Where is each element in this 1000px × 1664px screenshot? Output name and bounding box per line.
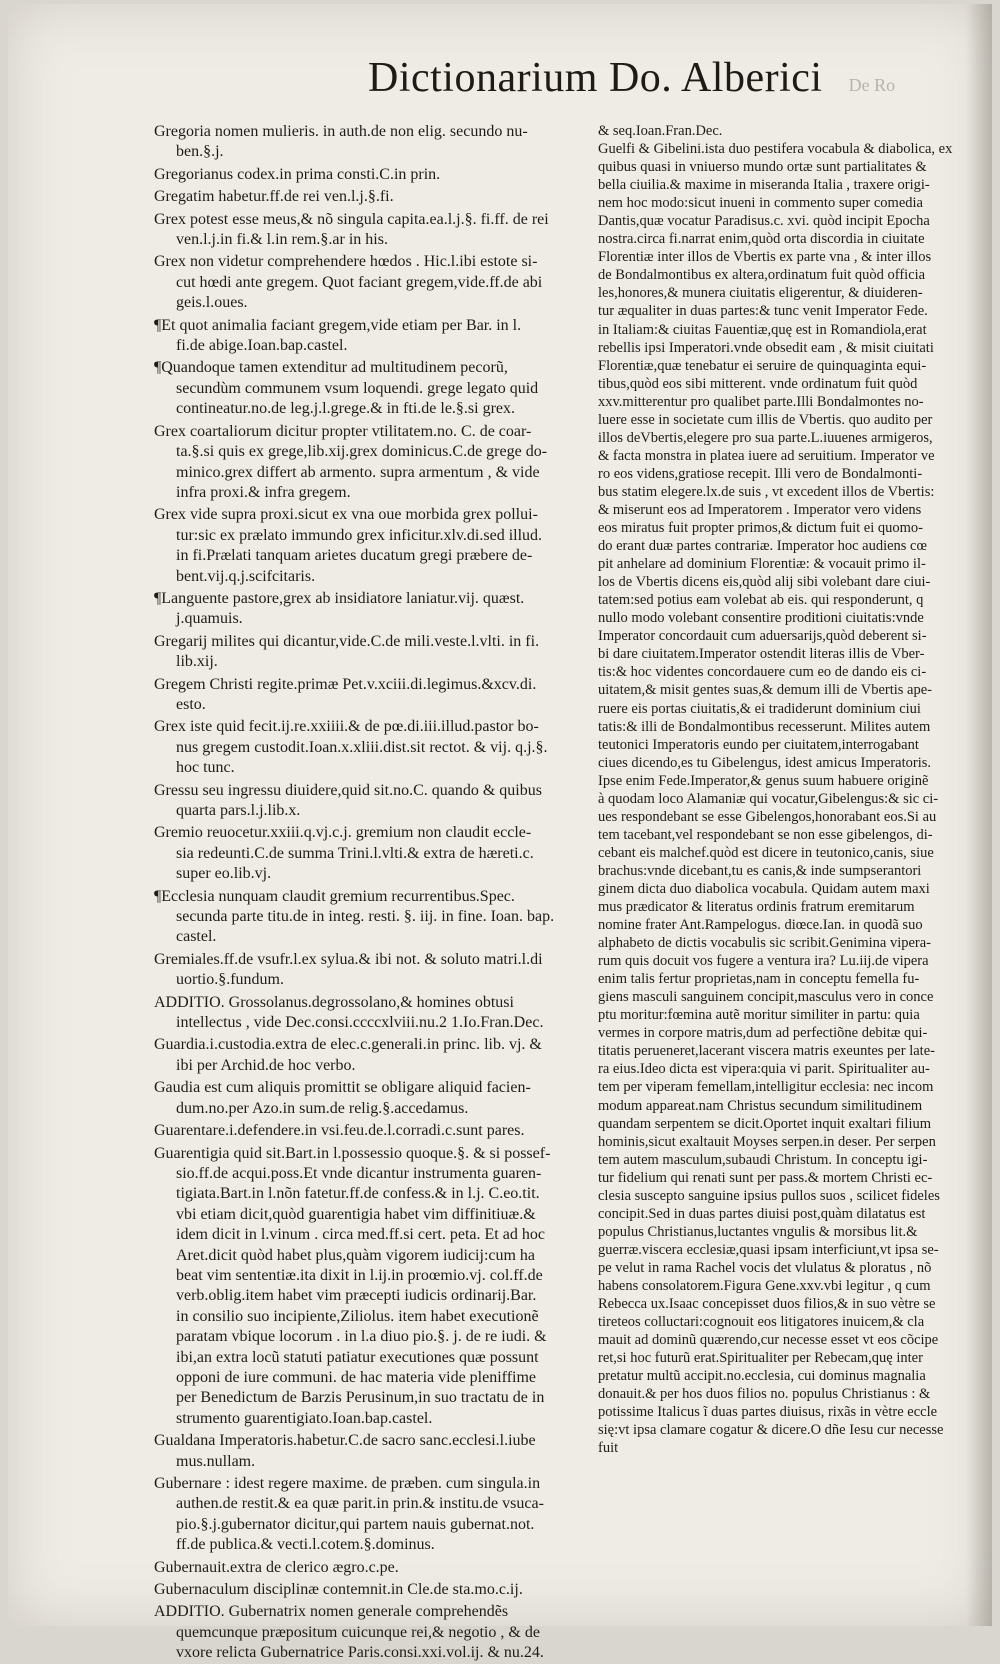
dictionary-entry	[154, 887, 574, 948]
entry-line: dum.no.per Azo.in sum.de relig.§.accedamus.	[176, 1099, 469, 1117]
dictionary-entry	[154, 358, 574, 419]
entry-line: Aret.dicit quòd habet plus,quàm vigorem iudicij:cum ha	[176, 1246, 536, 1264]
right-column	[598, 122, 990, 1612]
entry-line: fi.de abige.Ioan.bap.castel.	[176, 337, 348, 355]
text-line: pe velut in rama Rachel vocis det vlulatus & ploratus , nõ	[598, 1259, 932, 1276]
dictionary-entry	[154, 993, 574, 1034]
entry-line: ¶Et quot animalia faciant gregem,vide etiam per Bar. in l.	[154, 316, 522, 334]
entry-line: in fi.Prælati tanquam arietes ducatum gregi præbere de-	[176, 547, 533, 565]
text-line: les,honores,& munera ciuitatis eligerentur, & diuideren-	[598, 285, 923, 302]
entry-line: bent.vij.q.j.scifcitaris.	[176, 567, 316, 585]
text-line: potissime Italicus ĩ duas partes diuisus, rixãs in vètre eccle	[598, 1404, 938, 1421]
entry-line: paratam vbique locorum . in l.a diuo pio.§. j. de re iudi. &	[176, 1328, 547, 1346]
dictionary-entry	[154, 632, 574, 673]
entry-line: Grex potest esse meus,& nõ singula capita.ea.l.j.§. fi.ff. de rei	[154, 210, 549, 228]
entry-line: Grex non videtur comprehendere hœdos . Hic.l.ibi estote si-	[154, 253, 538, 271]
text-line: brachus:vnde dicebant,tu es canis,& inde sumpserantori	[598, 862, 922, 879]
entry-line: Gregoria nomen mulieris. in auth.de non elig. secundo nu-	[154, 123, 528, 140]
bleed-through-title: De Ro	[848, 75, 896, 95]
dictionary-entry	[154, 165, 574, 185]
entry-line: ibi per Archid.de hoc verbo.	[176, 1056, 356, 1074]
text-line: uitatem,& misit gentes suas,& demum illi de Vbertis ape-	[598, 682, 932, 699]
entry-line: Gregarij milites qui dicantur,vide.C.de mili.veste.l.vlti. in fi.	[154, 632, 540, 650]
entry-line: quemcunque præpositum cuicunque rei,& negotio , & de	[176, 1623, 540, 1641]
text-line: habens consolatorem.Figura Gene.xxv.vbi legitur , q cum	[598, 1278, 931, 1294]
text-line: Dantis,quæ vocatur Paradisus.c. xvi. quòd incipit Epocha	[598, 213, 930, 230]
entry-line: Gremiales.ff.de vsufr.l.ex sylua.& ibi not. & soluto matri.l.di	[154, 950, 543, 968]
text-line: tis:& hoc videntes concordauere cum eo de dando eis ci-	[598, 664, 927, 681]
left-column	[154, 122, 574, 1662]
entry-line: mus.nullam.	[176, 1452, 256, 1470]
entry-line: vbi etiam dicit,quòd guarentigia habet vim diffinitiuæ.&	[176, 1205, 536, 1223]
entry-line: Guarentigia quid sit.Bart.in l.possessio quoque.§. & si possef-	[154, 1144, 551, 1162]
text-line: luere esse in societate cum illis de Vbertis. quo audito per	[598, 411, 933, 428]
dictionary-entry	[154, 1035, 574, 1076]
entry-line: secundùm communem vsum loquendi. grege legato quid	[176, 379, 539, 397]
entry-line: uortio.§.fundum.	[176, 971, 284, 989]
text-line: Ipse enim Fede.Imperator,& genus suum habuere originẽ	[598, 772, 929, 789]
text-line: & seq.Ioan.Fran.Dec.	[598, 123, 723, 139]
entry-line: tigiata.Bart.in l.nõn fatetur.ff.de confess.& in l.j. C.eo.tit.	[176, 1185, 540, 1203]
text-line: hominis,sicut exaltauit Moyses serpen.in deser. Per serpen	[598, 1133, 936, 1150]
entry-line: cut hœdi ante gregem. Quot faciant gregem,vide.ff.de abi	[176, 273, 543, 291]
text-line: nostra.circa fi.narrat enim,quòd orta discordia in ciuitate	[598, 231, 925, 248]
entry-line: super eo.lib.vj.	[176, 865, 272, 883]
entry-line: tur:sic ex prælato immundo grex inficitur.xlv.di.sed illud.	[176, 526, 543, 544]
text-line: ro eos videns,gratiose recepit. Illi vero de Bondalmonti-	[598, 465, 923, 482]
text-line: tatis:& illi de Bondalmontibus recesserunt. Milites autem	[598, 718, 931, 735]
text-line: tur æqualiter in duas partes:& tunc venit Imperator Fede.	[598, 303, 928, 320]
entry-line: strumento guarentigiato.Ioan.bap.castel.	[176, 1409, 433, 1427]
entry-line: Grex coartaliorum dicitur propter vtilitatem.no. C. de coar-	[154, 422, 532, 440]
text-line: tem per viperam femellam,intelligitur ecclesia: nec incom	[598, 1079, 934, 1096]
text-line: ginem dicta duo diabolica vocabula. Quidam autem maxi	[598, 880, 930, 897]
book-page	[8, 4, 992, 1662]
text-line: enim talis fertur proprietas,nam in conceptu femella fu-	[598, 971, 920, 988]
dictionary-entry	[154, 675, 574, 716]
entry-line: Gregem Christi regite.primæ Pet.v.xciii.di.legimus.&xcv.di.	[154, 675, 537, 693]
text-line: nem hoc modo:sicut inueni in commento super comedia	[598, 195, 923, 212]
entry-line: idem dicit in l.vinum . circa med.ff.si cert. peta. Et ad hoc	[176, 1226, 545, 1244]
text-line: Guelfi & Gibelini.ista duo pestifera vocabula & diabolica, ex	[598, 141, 953, 158]
entry-line: ADDITIO. Grossolanus.degrossolano,& homines obtusi	[154, 993, 514, 1011]
text-line: de Bondalmontibus ex altera,ordinatum fuit quòd officia	[598, 267, 926, 284]
text-line: clesia suscepto sanguine ipsius pullos suos , scilicet fideles	[598, 1187, 940, 1204]
entry-line: sia redeunti.C.de summa Trini.l.vlti.& extra de hæreti.c.	[176, 844, 534, 862]
text-line: eos miratus fuit propter primos,& dictum fuit ei quomo-	[598, 520, 923, 537]
text-line: pretatur multũ accipit.no.ecclesia, cui dominus magnalia	[598, 1368, 926, 1385]
entry-line: verb.oblig.item habet vim præcepti iudicis ordinarij.Bar.	[176, 1287, 537, 1305]
text-line: nullo modo volebant consentire proditioni ciuitatis:vnde	[598, 610, 924, 627]
text-line: bella ciuilia.& maxime in miseranda Italia , traxere origi-	[598, 177, 930, 194]
entry-line: intellectus , vide Dec.consi.ccccxlviii.nu.2 1.Io.Fran.Dec.	[176, 1014, 544, 1032]
text-line: donauit.& per hos duos filios no. populus Christianus : &	[598, 1386, 931, 1403]
entry-line: ta.§.si quis ex grege,lib.xij.grex dominicus.C.de grege do-	[176, 443, 548, 461]
text-line: concipit.Sed in duas partes diuisi post,quàm dilatatus est	[598, 1205, 926, 1222]
entry-line: ibi,an extra locũ statuti patiatur executiones quæ possunt	[176, 1348, 539, 1366]
text-line: tem autem masculum,subaudi Christum. In conceptu igi-	[598, 1151, 928, 1168]
entry-line: sio.ff.de acqui.poss.Et vnde dicantur instrumenta guaren-	[176, 1164, 542, 1182]
running-title: Dictionarium Do. Alberici	[368, 55, 823, 101]
entry-line: Grex iste quid fecit.ij.re.xxiiii.& de pœ.di.iii.illud.pastor bo-	[154, 718, 539, 736]
entry-line: castel.	[176, 928, 217, 946]
entry-line: Guarentare.i.defendere.in vsi.feu.de.l.corradi.c.sunt pares.	[154, 1122, 525, 1140]
dictionary-entry	[154, 187, 574, 207]
text-line: tur fidelium qui renati sunt per pass.& mortem Christi ec-	[598, 1169, 933, 1186]
dictionary-entry	[154, 823, 574, 884]
dictionary-entry	[154, 316, 574, 357]
text-line: los de Vbertis dicens eis,quòd alij sibi volebant dare ciui-	[598, 574, 931, 591]
dictionary-entry	[154, 422, 574, 504]
entry-line: hoc tunc.	[176, 759, 235, 777]
dictionary-entry	[154, 717, 574, 778]
text-line: bus statim elegere.lx.de suis , vt excedent illos de Vbertis:	[598, 483, 935, 500]
entry-line: pio.§.j.gubernator dicitur,qui partem nauis gubernat.not.	[176, 1515, 535, 1533]
text-line: alphabeto de dictis vocabulis sic scribit.Genimina vipera-	[598, 935, 931, 952]
text-line: quandam serpentem se dicit.Oportet inquit exaltari filium	[598, 1115, 932, 1132]
text-line: bi dare ciuitatem.Imperator ostendit literas illis de Vber-	[598, 646, 925, 663]
text-line: Florentiæ inter illos de Vbertis ex parte vna , & inter illos	[598, 249, 932, 266]
text-line: in Italiam:& ciuitas Fauentiæ,quę est in Romandiola,erat	[598, 321, 927, 338]
dictionary-entry	[154, 1078, 574, 1119]
text-line: się:vt ipsa clamare cogatur & dicere.O dñe Iesu cur necesse	[598, 1422, 944, 1439]
text-line: quibus quasi in vniuerso mundo ortæ sunt partialitates &	[598, 159, 927, 176]
entry-line: lib.xij.	[176, 653, 218, 671]
entry-line: in consilio suo incipiente,Ziliolus. item habet executionẽ	[176, 1307, 539, 1325]
text-line: nomine frater Ant.Rampelogus. diœce.Ian. in quodã suo	[598, 917, 923, 934]
text-line: ciues dicendo,es tu Gibelengus, idest amicus Imperatoris.	[598, 754, 932, 771]
entry-line: Gualdana Imperatoris.habetur.C.de sacro sanc.ecclesi.l.iube	[154, 1432, 536, 1450]
dictionary-entry	[154, 1144, 574, 1430]
entry-line: minico.grex differt ab armento. supra armentum , & vide	[176, 463, 540, 481]
dictionary-entry	[154, 210, 574, 251]
entry-line: ¶Quandoque tamen extenditur ad multitudinem pecorũ,	[154, 359, 508, 377]
text-line: rum quis docuit vos fugere a ventura ira? Lu.iij.de vipera	[598, 953, 929, 970]
page-header	[368, 54, 896, 114]
entry-line: ¶Ecclesia nunquam claudit gremium recurrentibus.Spec.	[154, 887, 515, 905]
dictionary-entry	[154, 1602, 574, 1663]
text-line: tibus,quòd eos sibi mitterent. vnde ordinatum fuit quòd	[598, 375, 918, 392]
entry-line: opponi de iure communi. de hac materia vide pleniffime	[176, 1368, 537, 1386]
entry-line: authen.de restit.& ea quæ parit.in prin.& institu.de vsuca-	[176, 1495, 544, 1513]
text-line: ues respondebant se esse Gibelengos,honorabant eos.Si au	[598, 808, 937, 825]
entry-line: per Benedictum de Barzis Perusinum,in suo tractatu de in	[176, 1389, 545, 1407]
dictionary-entry	[154, 781, 574, 822]
entry-line: vxore relicta Gubernatrice Paris.consi.xxi.vol.ij. & nu.24.	[176, 1644, 544, 1662]
text-line: illos deVbertis,elegere pro sua parte.L.iuuenes armigeros,	[598, 429, 933, 446]
entry-line: Gressu seu ingressu diuidere,quid sit.no.C. quando & quibus	[154, 781, 542, 799]
text-line: guerræ.viscera ecclesiæ,quasi ipsam interficiunt,vt ipsa se-	[598, 1241, 939, 1258]
entry-line: nus gregem custodit.Ioan.x.xliii.dist.sit rectot. & vij. q.j.§.	[176, 738, 548, 756]
entry-line: ven.l.j.in fi.& l.in rem.§.ar in his.	[176, 231, 388, 249]
text-line: ra eius.Ideo dicta est vipera:quia vi parit. Spiritualiter au-	[598, 1061, 930, 1078]
entry-line: quarta pars.l.j.lib.x.	[176, 802, 301, 819]
text-line: & facta monstra in platea iuere ad seruitium. Imperator ve	[598, 447, 935, 464]
text-line: à quodam loco Alamaniæ qui vocatur,Gibelengus:& sic ci-	[598, 790, 939, 807]
entry-line: esto.	[176, 695, 206, 713]
entry-line: ff.de publica.& vecti.l.cotem.§.dominus.	[176, 1536, 435, 1554]
entry-line: ¶Languente pastore,grex ab insidiatore laniatur.vij. quæst.	[154, 589, 525, 607]
text-line: tatem:sed potius eam volebat ab eis. qui responderunt, q	[598, 592, 924, 609]
text-line: mus prædicator & literatus ordinis fratrum eremitarum	[598, 899, 915, 916]
dictionary-entry	[154, 1474, 574, 1556]
text-line: & miserunt eos ad Imperatorem . Imperator vero videns	[598, 501, 922, 518]
entry-line: Gregorianus codex.in prima consti.C.in prin.	[154, 165, 441, 183]
entry-line: Gremio reuocetur.xxiii.q.vj.c.j. gremium non claudit eccle-	[154, 824, 532, 842]
entry-line: Gregatim habetur.ff.de rei ven.l.j.§.fi.	[154, 188, 394, 206]
text-line: vermes in corpore matris,dum ad perfectiõne debitæ qui-	[598, 1025, 928, 1042]
text-line: mauit ad dominũ quærendo,cur necesse esset vt eos cõcipe	[598, 1332, 939, 1349]
entry-line: Grex vide supra proxi.sicut ex vna oue morbida grex pollui-	[154, 506, 538, 524]
entry-line: Guardia.i.custodia.extra de elec.c.generali.in princ. lib. vj. &	[154, 1036, 542, 1054]
entry-line: Gaudia est cum aliquis promittit se obligare aliquid facien-	[154, 1079, 531, 1097]
text-line: Imperator concordauit cum aduersarijs,quòd deberent si-	[598, 628, 927, 645]
text-line: tireteos colluctari:cognouit eos litigatores inuicem,& cla	[598, 1314, 925, 1331]
entry-line: secunda parte titu.de in integ. resti. §. iij. in fine. Ioan. bap.	[176, 908, 555, 926]
entry-line: geis.l.oues.	[176, 294, 248, 312]
text-line: ruere eis portas ciuitatis,& ei tradiderunt dominium ciui	[598, 700, 921, 717]
dictionary-entry	[154, 505, 574, 587]
entry-line: ben.§.j.	[176, 143, 224, 161]
dictionary-entry	[154, 950, 574, 991]
text-line: rebellis ipsi Imperatori.vnde obsedit eam , & misit ciuitati	[598, 339, 934, 356]
text-line: tem tacebant,vel respondebant se non esse gibelengos, di-	[598, 826, 933, 843]
dictionary-entry	[154, 1121, 574, 1141]
text-line: Rebecca ux.Isaac concepisset duos filios,& in suo vètre se	[598, 1296, 936, 1313]
entry-line: Gubernauit.extra de clerico ægro.c.pe.	[154, 1558, 399, 1576]
text-line: ret,si hoc futurũ erat.Spiritualiter per Rebecam,quę inter	[598, 1350, 923, 1367]
entry-line: Gubernare : idest regere maxime. de præben. cum singula.in	[154, 1475, 541, 1492]
text-line: pit anhelare ad dominium Florentiæ: & vocauit primo il-	[598, 556, 926, 573]
text-line: do erant duæ partes contrariæ. Imperator hoc audiens cœ	[598, 538, 927, 555]
text-line: Florentiæ,quæ tenebatur ei seruire de quinquaginta equi-	[598, 357, 927, 374]
text-line: populus Christianus,luctantes vngulis & morsibus lit.&	[598, 1223, 918, 1240]
entry-line: j.quamuis.	[176, 610, 243, 628]
text-line: xxv.mitterentur pro qualibet parte.Illi Bondalmontes no-	[598, 393, 924, 410]
text-line: titatis perueneret,lacerant viscera matris exeuntes per late-	[598, 1043, 935, 1060]
dictionary-entry	[154, 122, 574, 163]
entry-line: contineatur.no.de leg.j.l.grege.& in fti.de le.§.si grex.	[176, 400, 516, 418]
text-line: giens masculi sanguinem concipit,masculus vero in conce	[598, 989, 934, 1006]
entry-line: beat vim sententiæ.ita dixit in l.ij.in proœmio.vj. col.ff.de	[176, 1266, 543, 1284]
entry-line: Gubernaculum disciplinæ contemnit.in Cle.de sta.mo.c.ij.	[154, 1581, 523, 1599]
text-line: cebant eis malchef.quòd est dicere in teutonico,canis, siue	[598, 844, 934, 861]
entry-line: ADDITIO. Gubernatrix nomen generale comprehendẽs	[154, 1603, 509, 1621]
text-line: modum appareat.nam Christus secundum similitudinem	[598, 1097, 923, 1114]
text-line: fuit	[598, 1440, 619, 1457]
dictionary-entry	[154, 1431, 574, 1472]
dictionary-entry	[154, 1580, 574, 1600]
text-line: ptu moritur:fœmina autẽ moritur similiter in partu: quia	[598, 1007, 920, 1024]
dictionary-entry	[154, 252, 574, 313]
dictionary-entry	[154, 589, 574, 630]
entry-line: infra proxi.& infra gregem.	[176, 483, 351, 501]
dictionary-entry	[154, 1558, 574, 1578]
text-line: teutonici Imperatoris eundo per ciuitatem,interrogabant	[598, 736, 919, 753]
